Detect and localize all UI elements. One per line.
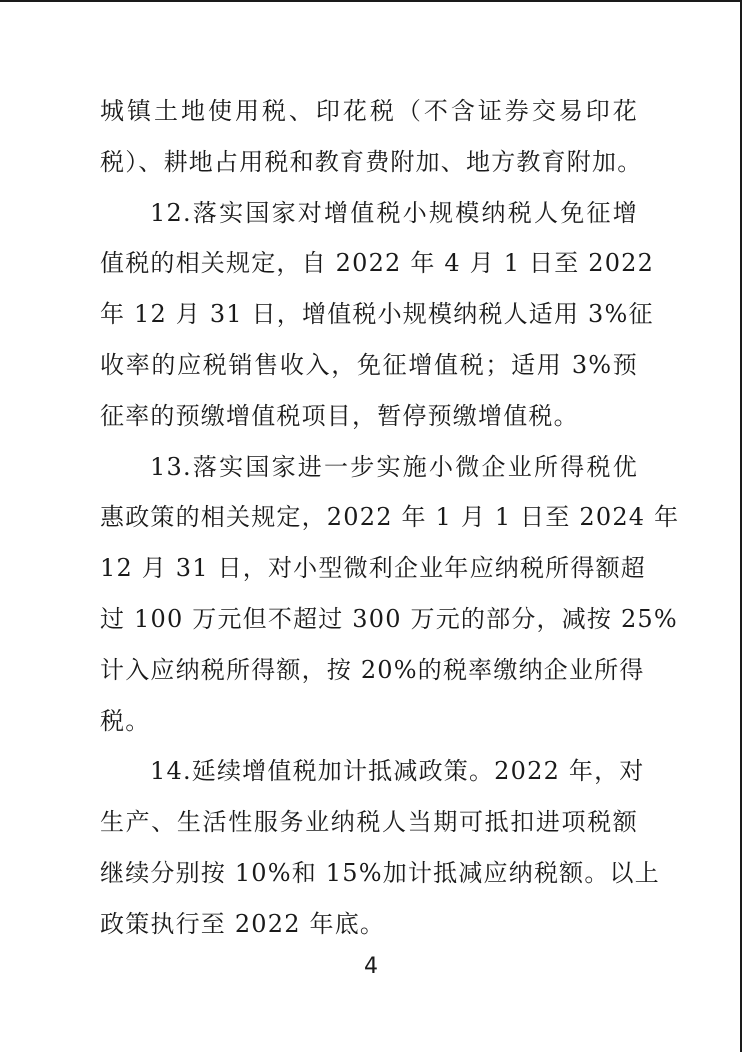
text-line: 收率的应税销售收入，免征增值税；适用 3%预 [100,350,638,379]
document-body [100,86,680,950]
text-line: 惠政策的相关规定，2022 年 1 月 1 日至 2024 年 [100,503,680,532]
page-number: 4 [364,954,378,979]
text-line: 值税的相关规定，自 2022 年 4 月 1 日至 2022 [100,249,655,278]
paragraph-13-start: 13.落实国家进一步实施小微企业所得税优 [150,452,638,481]
text-line: 城镇土地使用税、印花税（不含证券交易印花 [100,97,638,125]
text-line: 征率的预缴增值税项目，暂停预缴增值税。 [100,401,579,430]
text-line: 继续分别按 10%和 15%加计抵减应纳税额。以上 [100,858,660,887]
text-line: 12 月 31 日，对小型微利企业年应纳税所得额超 [100,554,646,583]
paragraph-14-start: 14.延续增值税加计抵减政策。2022 年，对 [150,757,645,786]
text-line: 政策执行至 2022 年底。 [100,909,386,938]
text-line: 生产、生活性服务业纳税人当期可抵扣进项税额 [100,808,638,837]
text-line: 年 12 月 31 日，增值税小规模纳税人适用 3%征 [100,300,654,329]
text-line: 过 100 万元但不超过 300 万元的部分，减按 25% [100,604,678,633]
text-line: 计入应纳税所得额，按 20%的税率缴纳企业所得 [100,655,645,684]
text-line: 税）、耕地占用税和教育费附加、地方教育附加。 [100,147,643,176]
text-line: 税。 [100,706,151,735]
paragraph-12-start: 12.落实国家对增值税小规模纳税人免征增 [150,198,638,227]
